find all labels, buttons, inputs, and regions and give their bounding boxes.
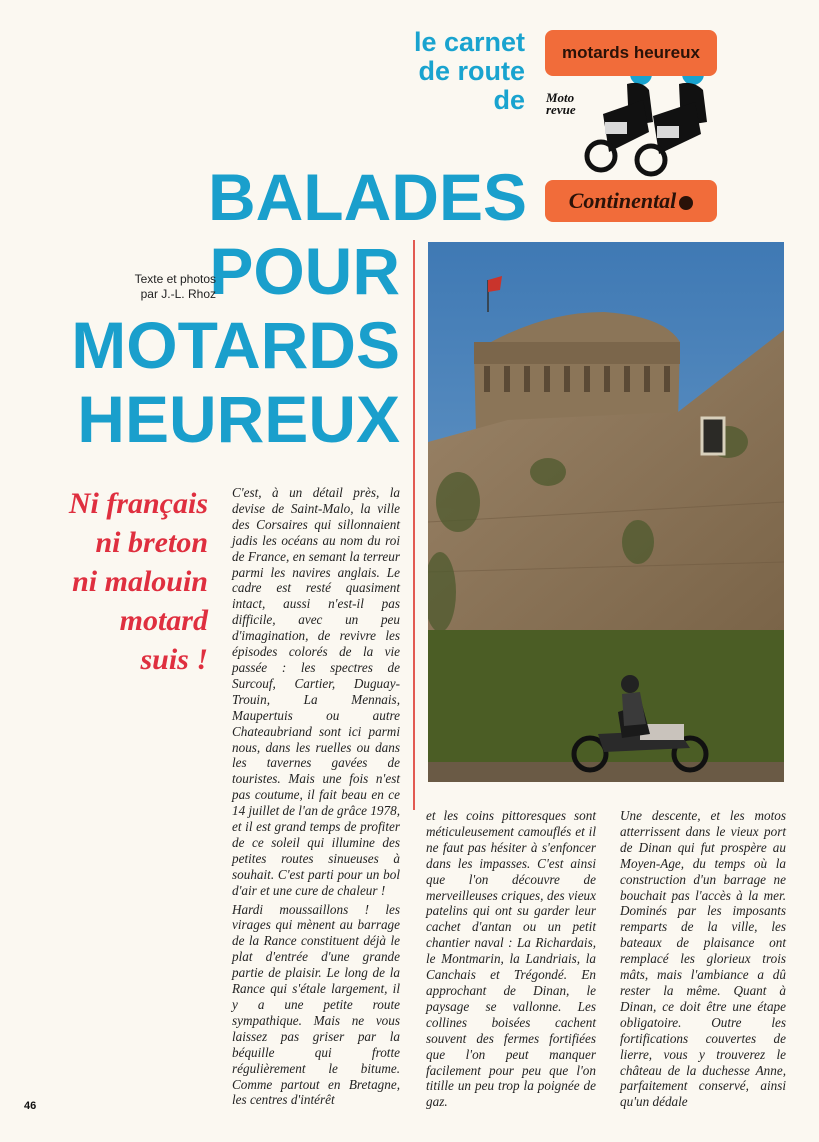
column-3-paragraph: Une descente, et les motos atterrissent dans le vieux port de Dinan qui fut prospère au Moyen-Age, du temps où la construction d'un barrage ne bouchait pas l'accès à la mer. Dominés par les imposants remparts de la ville, les bateaux de plaisance ont remplacé les glorieux trois mâts, mais l'ambiance a dû rester la même. Quant à Dinan, ce doit être une étape obligatoire. Outre les fortifications couvertes de lierre, vous y trouverez le château de la duchesse Anne, parfaitement conservé, ainsi qu'un dédale	[620, 808, 786, 1110]
moto-revue-logo: Moto revue	[546, 90, 576, 117]
pull-quote-line-4: motard	[119, 604, 208, 637]
pull-quote-line-3: ni malouin	[72, 565, 208, 598]
bike-wheel-left-front	[587, 142, 615, 170]
pull-quote-line-1: Ni français	[68, 487, 208, 520]
castle-photo	[428, 242, 784, 782]
vertical-divider	[413, 240, 415, 810]
pull-quote-line-2: ni breton	[95, 526, 208, 559]
bike-wheel-right-front	[637, 146, 665, 174]
pull-quote	[20, 484, 208, 679]
carnet-line-3: de	[493, 85, 525, 115]
bike-plate-left	[605, 122, 627, 134]
motards-heureux-badge: motards heureux	[545, 30, 717, 76]
column-2-paragraph: et les coins pittoresques sont méticuleusement camouflés et il ne faut pas hésiter à s'enfoncer dans les impasses. C'est ainsi que l'on découvre de merveilleuses criques, des vieux patelins qui ont su garder leur cachet d'antan ou un petit chantier naval : La Richardais, le Montmarin, la Landriais, la Canchais et Trégondé. En approchant de Dinan, le paysage se vallonne. Les collines boisées cachent souvent des fermes fortifiées que l'on peut manquer facilement pour peu que l'on titille un peu trop la poignée de gaz.	[426, 808, 596, 1110]
article-column-3	[620, 808, 786, 1110]
title-line-1: BALADES	[207, 160, 527, 234]
title-line-4: HEUREUX	[77, 382, 400, 456]
column-1-paragraph-2: Hardi moussaillons ! les virages qui mènent au barrage de la Rance constituent déjà le plat d'entrée d'une grande partie de plaisir. Le long de la Rance qui s'étale largement, il y a une petite route sympathique. Mais ne vous laissez pas griser par la béquille qui frotte régulièrement le bitume. Comme partout en Bretagne, les centres d'intérêt	[232, 901, 400, 1108]
byline-line-2: par J.-L. Rhoz	[140, 287, 216, 301]
continental-wheel-icon	[679, 196, 693, 210]
article-column-1	[232, 485, 400, 1108]
carnet-heading	[360, 28, 525, 115]
byline-line-1: Texte et photos	[134, 272, 216, 286]
byline	[96, 272, 216, 302]
column-1-paragraph-1: C'est, à un détail près, la devise de Saint-Malo, la ville des Corsaires qui sillonnaient jadis les océans au nom du roi de France, en semant la terreur parmi les navires anglais. Le cadre est resté quasiment intact, aussi n'est-il pas difficile, avec un peu d'imagination, de revivre les épisodes colorés de la vie passée : les spectres de Surcouf, Cartier, Duguay-Trouin, La Mennais, Maupertuis ou autre Chateaubriand sont ici parmi nous, dans les ruelles ou dans les tavernes gavées de touristes. Mais une fois n'est pas coutume, il fait beau en ce 14 juillet de l'an de grâce 1978, et il est grand temps de profiter de ce soleil qui illumine des petites routes sinueuses à souhait. C'est parti pour un bol d'air et une cure de chaleur !	[232, 485, 400, 898]
carnet-line-1: le carnet	[413, 27, 525, 57]
continental-logo: Continental	[545, 180, 717, 222]
page-number: 46	[24, 1100, 37, 1112]
carnet-line-2: de route	[418, 56, 525, 86]
bike-plate-right	[657, 126, 679, 138]
title-line-2: POUR	[209, 234, 400, 308]
title-line-3: MOTARDS	[71, 308, 400, 382]
riders-illustration	[545, 60, 717, 182]
article-column-2	[426, 808, 596, 1110]
pull-quote-line-5: suis !	[140, 643, 208, 676]
